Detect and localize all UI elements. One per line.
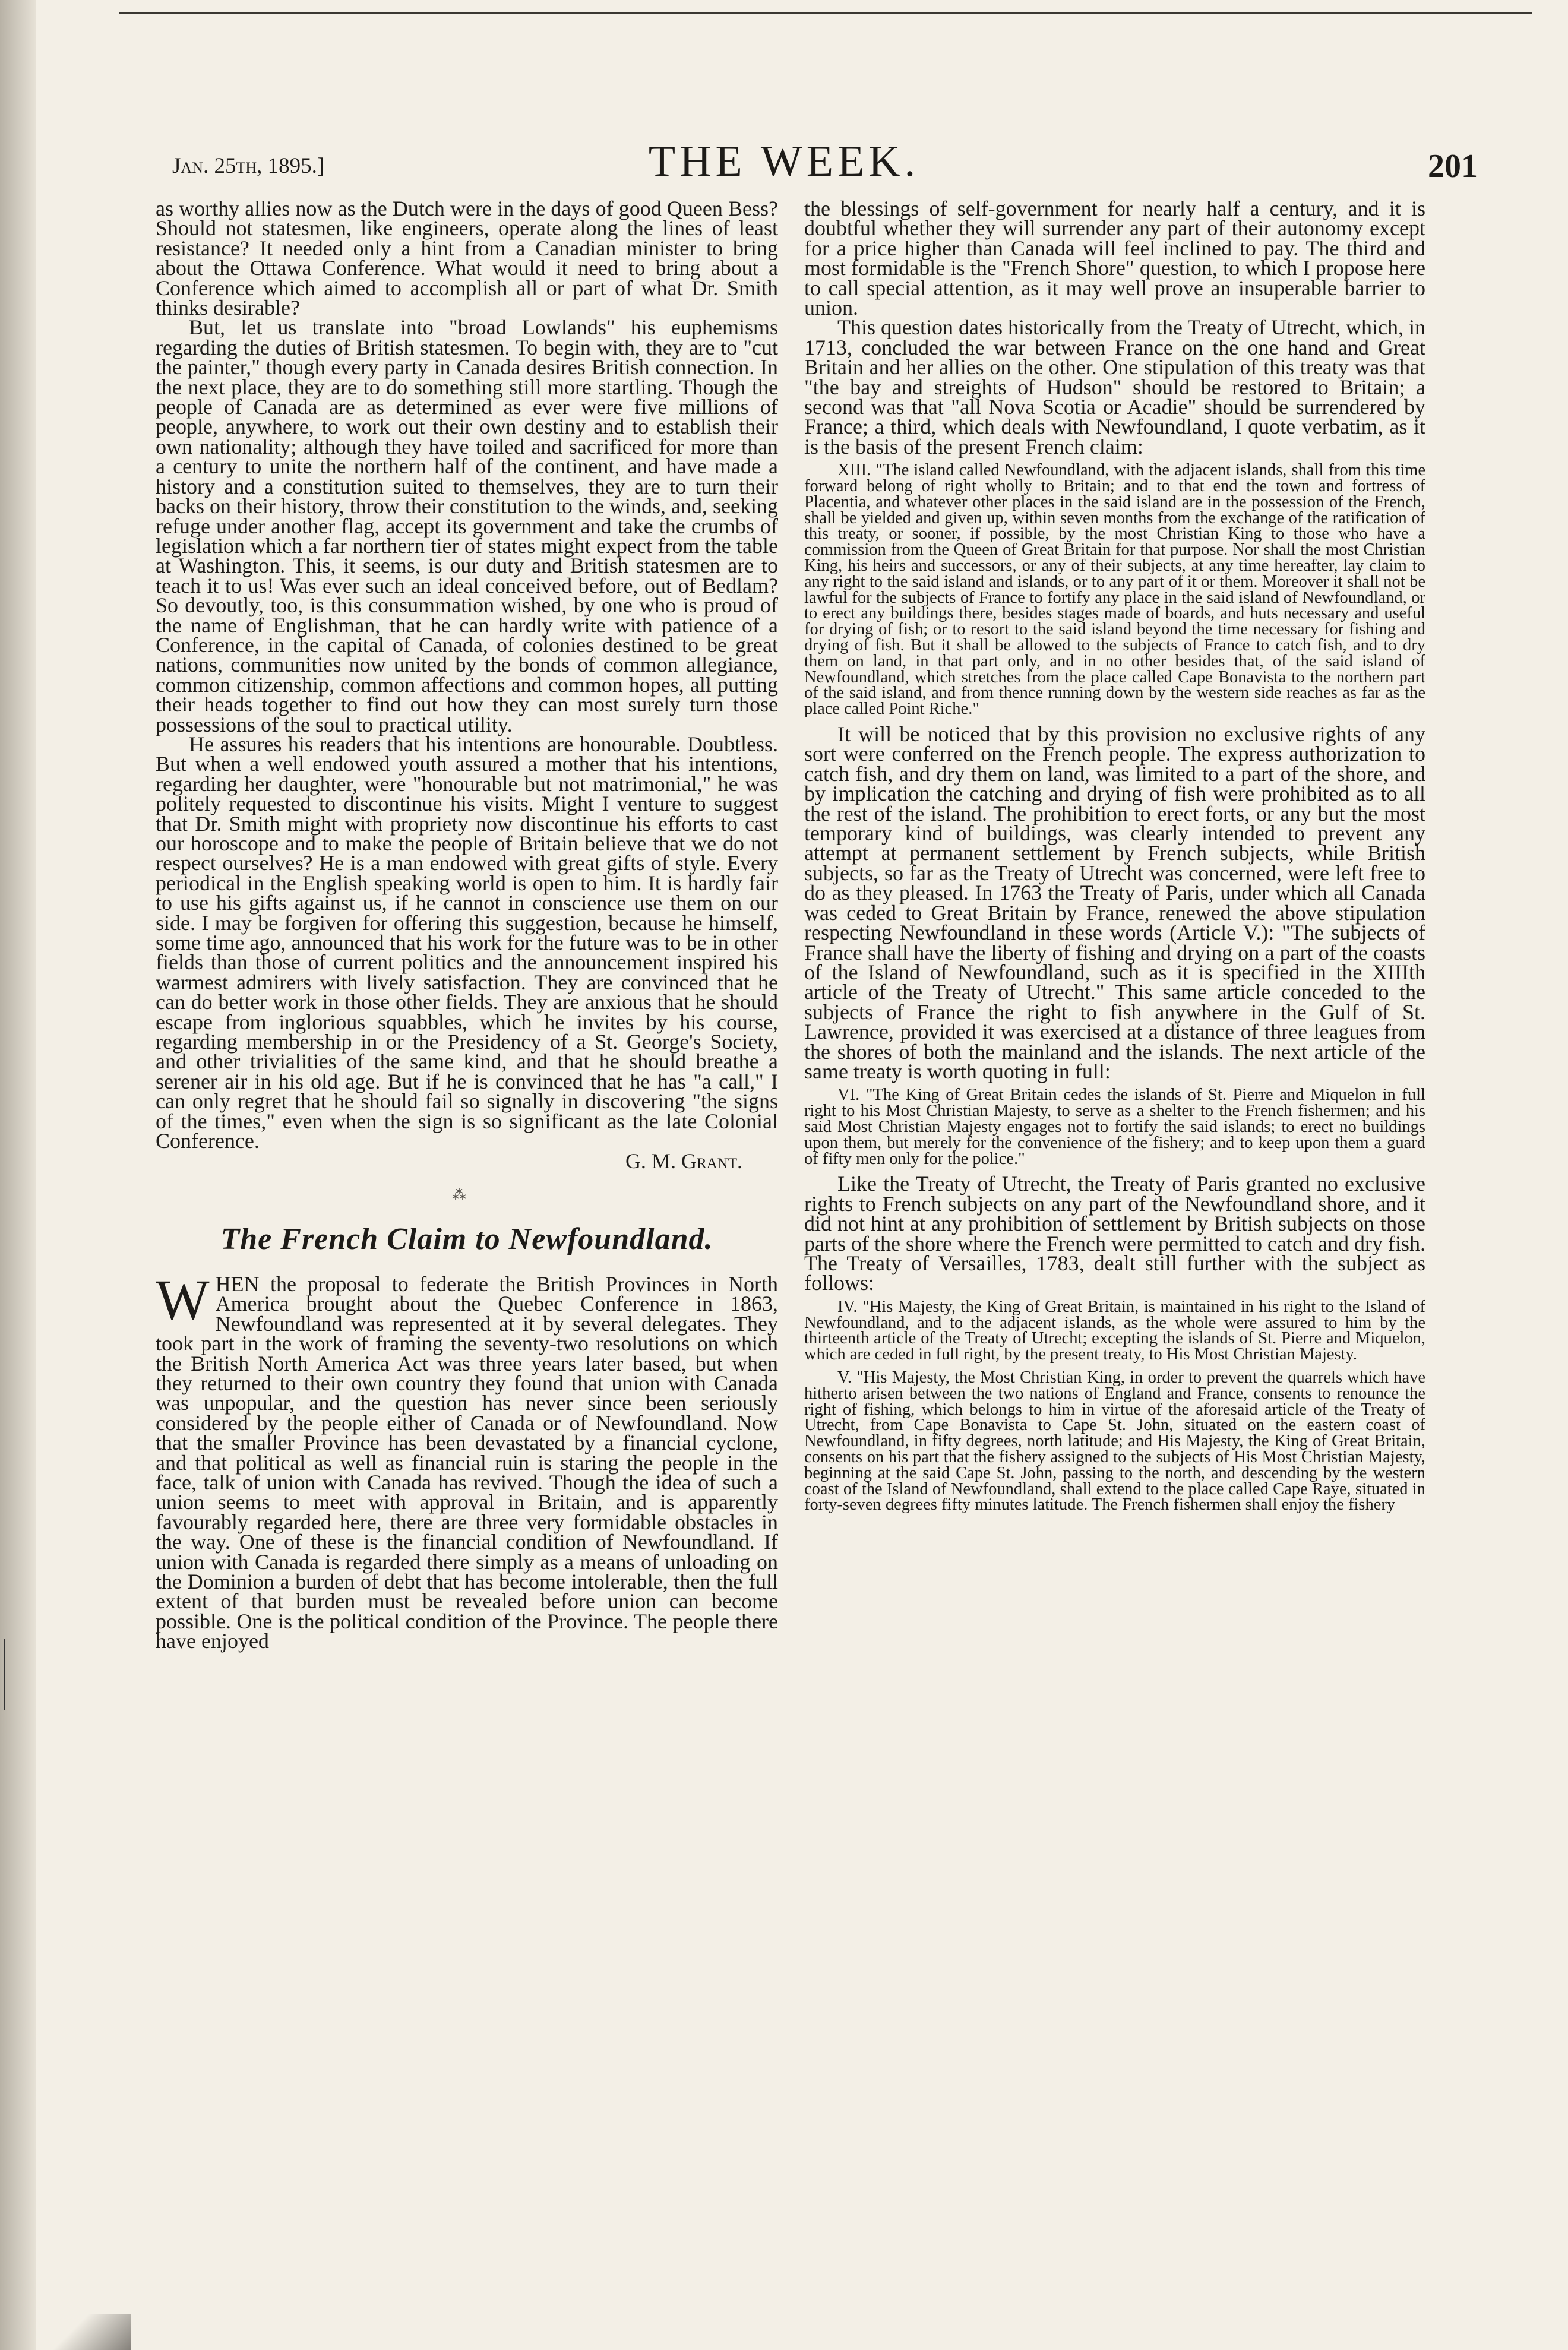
left-column <box>156 199 778 1652</box>
signature-line <box>156 1149 778 1173</box>
paragraph: It will be noticed that by this provision no exclusive rights of any sort were conferred on the French people. The express authorization to catch fish, and dry them on land, was limited to a part of the shore, and by implication the catching and drying of fish were prohibited as to all the rest of the island. The prohibition to erect forts, or any but the most temporary kind of buildings, was clearly intended to prevent any attempt at permanent settlement by French subjects, while British subjects, so far as the Treaty of Utrecht was concerned, were left free to do as they pleased. In 1763 the Treaty of Paris, under which all Canada was ceded to Great Britain by France, renewed the above stipulation respecting Newfoundland in these words (Article V.): "The subjects of France shall have the liberty of fishing and drying on a part of the coasts of the Island of Newfoundland, such as it is specified in the XIIIth article of the Treaty of Utrecht." This same article conceded to the subjects of France the right to fish anywhere in the Gulf of St. Lawrence, provided it was exercised at a distance of three leagues from the shores of both the mainland and the islands. The next article of the same treaty is worth quoting in full: <box>804 722 1425 1083</box>
paragraph: This question dates historically from the Treaty of Utrecht, which, in 1713, concluded the war between France on the one hand and Great Britain and her allies on the other. One stipulation of this treaty was that "the bay and streights of Hudson" should be restored to Britain; a second was that "all Nova Scotia or Acadie" should be surrendered by France; a third, which deals with Newfoundland, I quote verbatim, as it is the basis of the present French claim: <box>804 315 1425 458</box>
paragraph: But, let us translate into "broad Lowlands" his euphemisms regarding the duties of British statesmen. To begin with, they are to "cut the painter," though every party in Canada desires British connection. In the next place, they are to do something still more startling. Though the people of Canada are as determined as ever were five millions of people, anywhere, to work out their own destiny and to establish their own nationality; although they have toiled and sacrificed for more than a century to unite the northern half of the continent, and have made a history and a constitution suited to themselves, they are to turn their backs on their history, throw their constitution to the winds, and, seeking refuge under another flag, accept its government and take the crumbs of legislation which a far northern tier of states might expect from the table at Washington. This, it seems, is our duty and British statesmen are to teach it to us! Was ever such an ideal conceived before, out of Bedlam? So devoutly, too, is this consummation wished, by one who is proud of the name of Englishman, that he can hardly write with patience of a Conference, in the capital of Canada, of colonies destined to be great nations, communities now united by the bonds of common allegiance, common citizenship, common affections and common hopes, all putting their heads together to find out how they can most surely turn those possessions of the soul to practical utility. <box>156 315 778 736</box>
page-corner-shadow <box>36 2314 131 2350</box>
masthead-title: THE WEEK. <box>648 137 920 186</box>
article-text: HEN the proposal to federate the British Provinces in North America brought about the Quebec Conference in 1863, Newfoundland was represented at it by several delegates. They took part in the work of framing the seventy-two resolutions on which the British North America Act was three years later based, but when they returned to their own country they found that union with Canada was unpopular, and the question has never since been seriously considered by the people either of Canada or of Newfoundland. Now that the smaller Province has been devastated by a financial cyclone, and that political as well as financial ruin is staring the people in the face, talk of union with Canada has revived. Though the idea of such a union seems to meet with approval in Britain, and is apparently favourably regarded here, there are three very formidable obstacles in the way. One of these is the financial condition of Newfoundland. If union with Canada is regarded there simply as a means of unloading on the Dominion a burden of debt that has become intolerable, then the full extent of that burden must be revealed before union can become possible. One is the political condition of the Province. The people there have enjoyed <box>156 1272 778 1653</box>
right-column <box>804 199 1425 1520</box>
paragraph: Like the Treaty of Utrecht, the Treaty of Paris granted no exclusive rights to French subjects on any part of the Newfoundland shore, and it did not hint at any prohibition of settlement by British subjects on those parts of the shore where the French were permitted to catch and dry fish. The Treaty of Versailles, 1783, dealt still further with the subject as follows: <box>804 1172 1425 1295</box>
treaty-quotation: IV. "His Majesty, the King of Great Britain, is maintained in his right to the Island of Newfoundland, and to the adjacent islands, as the whole were assured to him by the thirteenth article of the Treaty of Utrecht; excepting the islands of St. Pierre and Miquelon, which are ceded in full right, by the present treaty, to His Most Christian Majesty. <box>804 1297 1425 1364</box>
issue-date: Jan. 25th, 1895.] <box>172 154 325 178</box>
paragraph: as worthy allies now as the Dutch were in the days of good Queen Bess? Should not statesmen, like engineers, operate along the lines of least resistance? It needed only a hint from a Canadian minister to bring about the Ottawa Conference. What would it need to bring about a Conference which aimed to accomplish all or part of what Dr. Smith thinks desirable? <box>156 197 778 320</box>
page-number: 201 <box>1428 148 1478 185</box>
page-header <box>0 137 1568 202</box>
author-signature: G. M. Grant. <box>625 1149 742 1173</box>
margin-bracket <box>4 1639 15 1710</box>
binding-spine <box>0 0 36 2350</box>
treaty-quotation: XIII. "The island called Newfoundland, with the adjacent islands, shall from this time forward belong of right wholly to Britain; and to that end the town and fortress of Placentia, and whatever other places in the said island are in the possession of the French, shall be yielded and given up, within seven months from the exchange of the ratification of this treaty, or sooner, if possible, by the most Christian King to those who have a commission from the Queen of Great Britain for that purpose. Nor shall the most Christian King, his heirs and successors, or any of their subjects, at any time hereafter, lay claim to any right to the said island and islands, or to any part of it or them. Moreover it shall not be lawful for the subjects of France to fortify any place in the said island of Newfoundland, or to erect any buildings there, besides stages made of boards, and huts necessary and useful for drying of fish; or to resort to the said island beyond the time necessary for fishing and drying of fish. But it shall be allowed to the subjects of France to catch fish, and to dry them on land, in that part only, and in no other besides that, of the said island of Newfoundland, which stretches from the place called Cape Bonavista to the northern part of the said island, and from thence running down by the western side reaches as far as the place called Point Riche." <box>804 461 1425 719</box>
treaty-quotation: V. "His Majesty, the Most Christian King, in order to prevent the quarrels which have hitherto arisen between the two nations of England and France, consents to renounce the right of fishing, which belongs to him in virtue of the aforesaid article of the Treaty of Utrecht, from Cape Bonavista to Cape St. John, situated on the eastern coast of Newfoundland, in fifty degrees, north latitude; and His Majesty, the King of Great Britain, consents on his part that the fishery assigned to the subjects of His Most Christian Majesty, beginning at the said Cape St. John, passing to the north, and descending by the western coast of the Island of Newfoundland, shall extend to the place called Cape Raye, situated in forty-seven degrees fifty minutes latitude. The French fishermen shall enjoy the fishery <box>804 1368 1425 1514</box>
top-rule <box>119 12 1532 14</box>
article-paragraph <box>156 1267 778 1653</box>
paragraph: the blessings of self-government for nearly half a century, and it is doubtful whether they will surrender any part of their autonomy except for a price higher than Canada will feel inclined to pay. The third and most formidable is the "French Shore" question, to which I propose here to call special attention, as it may well prove an insuperable barrier to union. <box>804 197 1425 320</box>
article-title: The French Claim to Newfoundland. <box>220 1222 713 1256</box>
paragraph: He assures his readers that his intentions are honourable. Doubtless. But when a well endowed youth assured a mother that his intentions, regarding her daughter, were "honourable but not matrimonial," he was politely requested to discontinue his visits. Might I venture to suggest that Dr. Smith might with propriety now discontinue his efforts to cast our horoscope and to make the people of Britain believe that we do not respect ourselves? He is a man endowed with great gifts of style. Every periodical in the English speaking world is open to him. It is hardly fair to use his gifts against us, if he cannot in conscience use them on our side. I may be forgiven for offering this suggestion, because he himself, some time ago, announced that his work for the future was to be in other fields than those of current politics and the announcement inspired his warmest admirers with lively satisfaction. They are convinced that he can do better work in those other fields. They are anxious that he should escape from inglorious squabbles, which he invites by his course, regarding membership in or the Presidency of a St. George's Society, and other trivialities of the same kind, and that he should breathe a serener air in his old age. But if he is convinced that he has "a call," I can only regret that he should fail so signally in discovering "the signs of the times," even when the sign is so significant as the late Colonial Conference. <box>156 732 778 1153</box>
treaty-quotation: VI. "The King of Great Britain cedes the islands of St. Pierre and Miquelon in full right to his Most Christian Majesty, to serve as a shelter to the French fishermen; and his said Most Christian Majesty engages not to fortify the said islands; to erect no buildings upon them, but merely for the convenience of the fishery; and to keep upon them a guard of fifty men only for the police." <box>804 1086 1425 1168</box>
section-ornament: ⁂ <box>452 1187 482 1203</box>
drop-cap: W <box>156 1267 210 1331</box>
